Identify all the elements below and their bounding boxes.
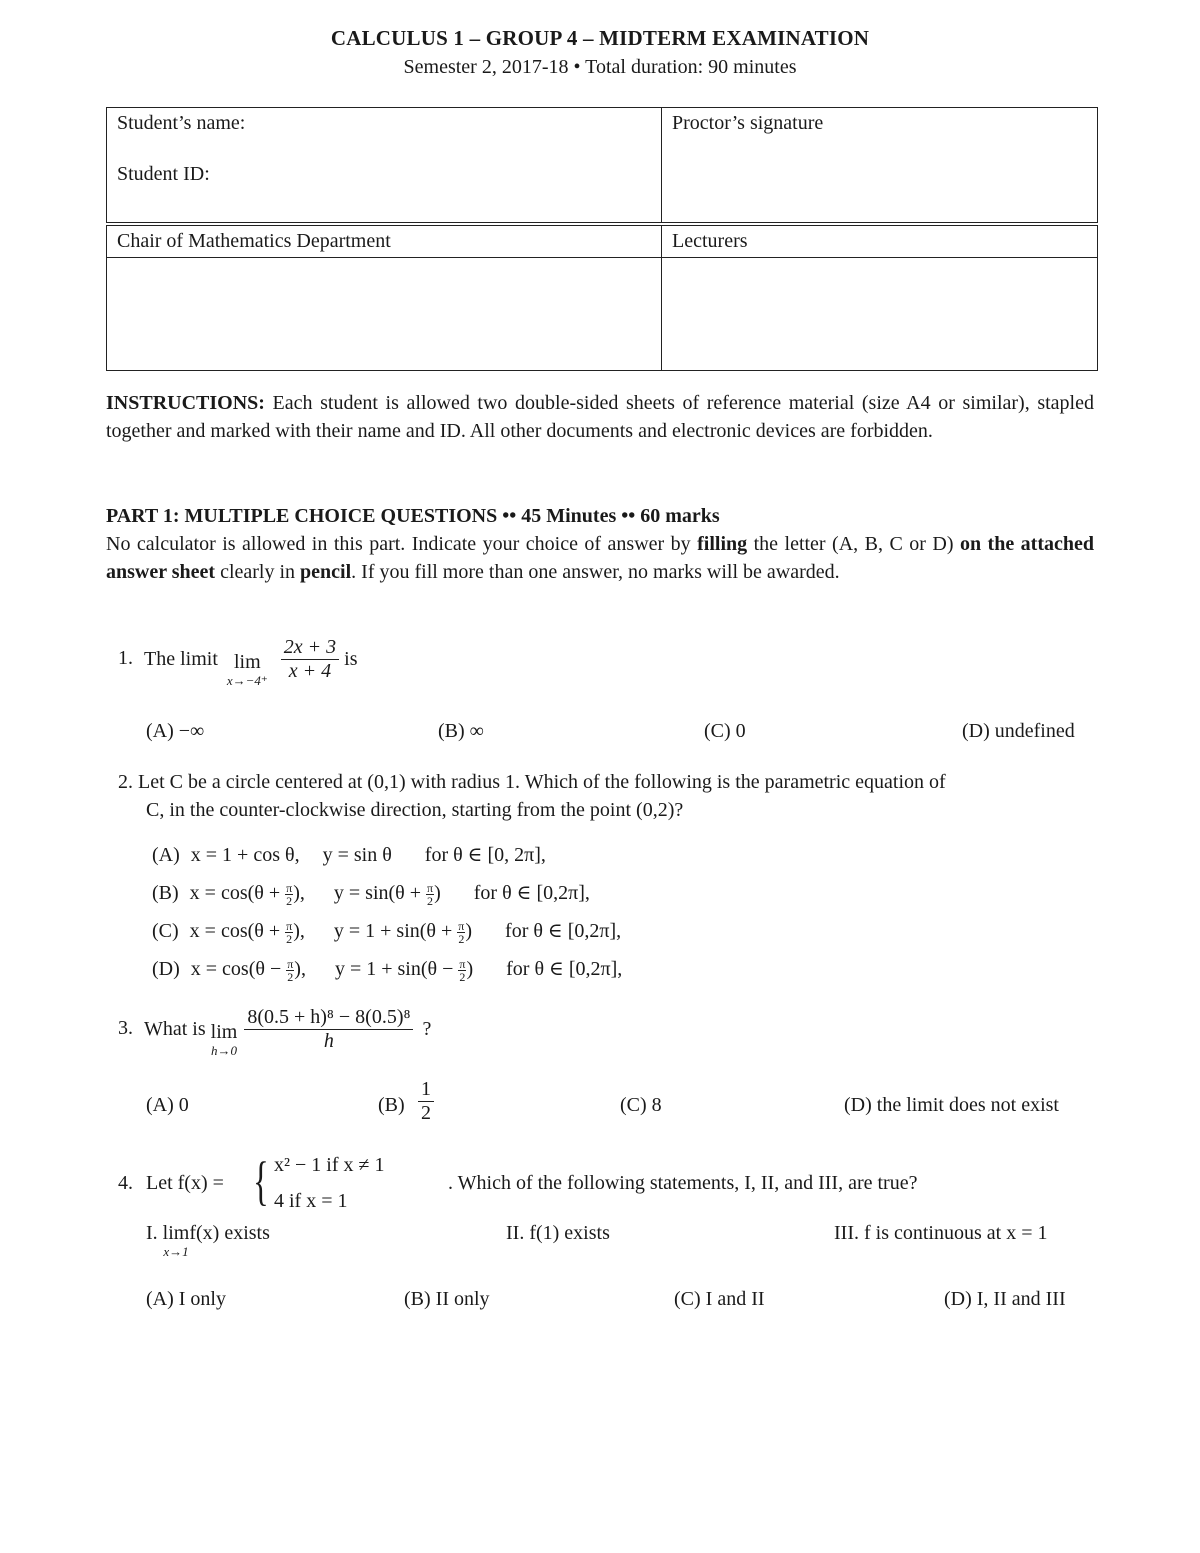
part1-text-b: the letter (A, B, C or D) [747, 533, 960, 555]
question-lead: What is [144, 1018, 206, 1040]
fraction [244, 1006, 413, 1053]
chair-signature-cell [107, 258, 662, 371]
option-a[interactable]: (A) 0 [146, 1094, 189, 1116]
question-1 [118, 636, 358, 688]
question-1-options [106, 720, 1096, 750]
part1-bold-b: on the attached answer sheet [106, 533, 1094, 583]
proctor-signature-label: Proctor’s signature [672, 112, 824, 134]
x-equation: x = 1 + cos θ, [190, 844, 300, 866]
chair-label-cell [107, 226, 662, 258]
part1-bold-c: pencil [300, 561, 352, 583]
y-equation-end: ) [434, 882, 441, 904]
statement-1-label: I. [146, 1222, 158, 1244]
question-number: 4. [118, 1172, 133, 1194]
question-3 [118, 1006, 432, 1058]
statement-1-text: f(x) exists [189, 1222, 270, 1244]
option-d[interactable]: (D) undefined [962, 720, 1075, 742]
part1-bold-a: filling [697, 533, 748, 555]
part1-text-d: . If you fill more than one answer, no marks will be awarded. [351, 561, 840, 583]
limit-operator [163, 1222, 190, 1259]
chair-label: Chair of Mathematics Department [117, 230, 391, 252]
lim-text: lim [210, 1021, 238, 1043]
x-equation-end: ), [293, 882, 305, 904]
y-equation-end: ) [466, 958, 474, 980]
question-number: 2. [118, 771, 133, 793]
x-equation-end: ), [294, 958, 306, 980]
statement-3: III. f is continuous at x = 1 [834, 1222, 1048, 1244]
numerator: 2x + 3 [281, 636, 339, 660]
proctor-signature-cell [662, 108, 1098, 223]
option-b-fraction: $\frac{1}{2}$ [418, 1078, 434, 1125]
question-4-statements [106, 1222, 1096, 1262]
student-id-label: Student ID: [117, 163, 210, 185]
part1-text-c: clearly in [215, 561, 301, 583]
student-info-cell [107, 108, 662, 223]
question-tail: . Which of the following statements, I, II, and III, are true? [448, 1172, 918, 1194]
lim-text: lim [162, 1222, 190, 1244]
instructions-text: Each student is allowed two double-sided sheets of reference material (size A4 or similar), stapled together and marked with their name and ID. All other documents and electronic devices are forbidden. [106, 392, 1094, 442]
option-a[interactable]: (A) −∞ [146, 720, 205, 742]
case-2: 4 if x = 1 [274, 1190, 348, 1212]
denominator: x + 4 [288, 660, 332, 682]
q2-option-a[interactable] [152, 842, 546, 867]
pi-over-2: $\frac{\pi}{2}$ [458, 919, 465, 946]
option-label: (B) [152, 882, 179, 904]
pi-over-2: $\frac{\pi}{2}$ [427, 881, 434, 908]
pi-over-2: $\frac{\pi}{2}$ [459, 957, 466, 984]
lim-subscript: h→0 [210, 1043, 237, 1058]
parameter-range: for θ ∈ [0, 2π], [424, 844, 546, 866]
exam-subtitle: Semester 2, 2017-18 • Total duration: 90 minutes [403, 56, 797, 78]
statement-2: II. f(1) exists [506, 1222, 610, 1244]
option-b[interactable]: (B) ∞ [438, 720, 484, 742]
pi-over-2: $\frac{\pi}{2}$ [287, 957, 294, 984]
option-b[interactable]: (B) [378, 1094, 405, 1116]
q2-option-b[interactable] [152, 880, 590, 907]
y-equation: y = sin θ [322, 844, 392, 866]
q2-option-d[interactable] [152, 956, 622, 983]
y-equation-start: y = 1 + sin(θ − [334, 958, 459, 980]
limit-operator [211, 1021, 238, 1058]
instructions [106, 389, 1094, 445]
part1-heading: PART 1: MULTIPLE CHOICE QUESTIONS •• 45 Minutes •• 60 marks [106, 505, 720, 527]
part1-instructions [106, 530, 1094, 586]
question-lead: The limit [144, 648, 218, 670]
option-a[interactable]: (A) I only [146, 1288, 226, 1310]
brace-icon: { [253, 1151, 269, 1211]
instructions-label: INSTRUCTIONS: [106, 392, 265, 414]
question-lead: Let f(x) = [146, 1172, 224, 1194]
question-number: 3. [118, 1017, 133, 1040]
option-d[interactable]: (D) the limit does not exist [844, 1094, 1059, 1116]
parameter-range: for θ ∈ [0,2π], [505, 920, 622, 942]
lim-subscript: x→−4⁺ [226, 673, 268, 688]
question-tail: ? [422, 1018, 432, 1040]
option-label: (D) [152, 958, 180, 980]
info-table [106, 107, 1098, 371]
x-equation-start: x = cos(θ + [189, 920, 286, 942]
option-c[interactable]: (C) 0 [704, 720, 746, 742]
case-1: x² − 1 if x ≠ 1 [274, 1154, 385, 1176]
option-d[interactable]: (D) I, II and III [944, 1288, 1066, 1310]
lim-subscript: x→1 [163, 1244, 189, 1259]
question-number: 1. [118, 647, 133, 670]
denominator: h [323, 1030, 334, 1052]
lecturers-label: Lecturers [672, 230, 748, 252]
x-equation-start: x = cos(θ − [190, 958, 287, 980]
y-equation-start: y = sin(θ + [333, 882, 427, 904]
question-text-2: C, in the counter-clockwise direction, starting from the point (0,2)? [146, 799, 684, 821]
option-b[interactable]: (B) II only [404, 1288, 490, 1310]
parameter-range: for θ ∈ [0,2π], [506, 958, 623, 980]
question-tail: is [344, 648, 358, 670]
question-text-1: Let C be a circle centered at (0,1) with radius 1. Which of the following is the parametric equation of [138, 771, 946, 793]
question-3-options [106, 1078, 1096, 1134]
parameter-range: for θ ∈ [0,2π], [473, 882, 590, 904]
option-c[interactable]: (C) 8 [620, 1094, 662, 1116]
pi-over-2: $\frac{\pi}{2}$ [286, 919, 293, 946]
option-label: (C) [152, 920, 179, 942]
exam-title: CALCULUS 1 – GROUP 4 – MIDTERM EXAMINATION [330, 26, 870, 50]
statement-1 [146, 1222, 270, 1259]
question-4-options [106, 1288, 1096, 1318]
x-equation-start: x = cos(θ + [189, 882, 286, 904]
question-2 [118, 768, 1098, 824]
pi-over-2: $\frac{\pi}{2}$ [286, 881, 293, 908]
lecturers-signature-cell [662, 258, 1098, 371]
lim-text: lim [234, 651, 261, 673]
limit-operator [227, 651, 268, 688]
y-equation-start: y = 1 + sin(θ + [333, 920, 458, 942]
part1-text-a: No calculator is allowed in this part. Indicate your choice of answer by [106, 533, 698, 555]
x-equation-end: ), [293, 920, 305, 942]
lecturers-label-cell [662, 226, 1098, 258]
student-name-label: Student’s name: [117, 112, 246, 134]
option-label: (A) [152, 844, 180, 866]
fraction [281, 636, 339, 683]
y-equation-end: ) [465, 920, 473, 942]
numerator: 8(0.5 + h)⁸ − 8(0.5)⁸ [244, 1006, 413, 1030]
q2-option-c[interactable] [152, 918, 621, 945]
option-c[interactable]: (C) I and II [674, 1288, 765, 1310]
